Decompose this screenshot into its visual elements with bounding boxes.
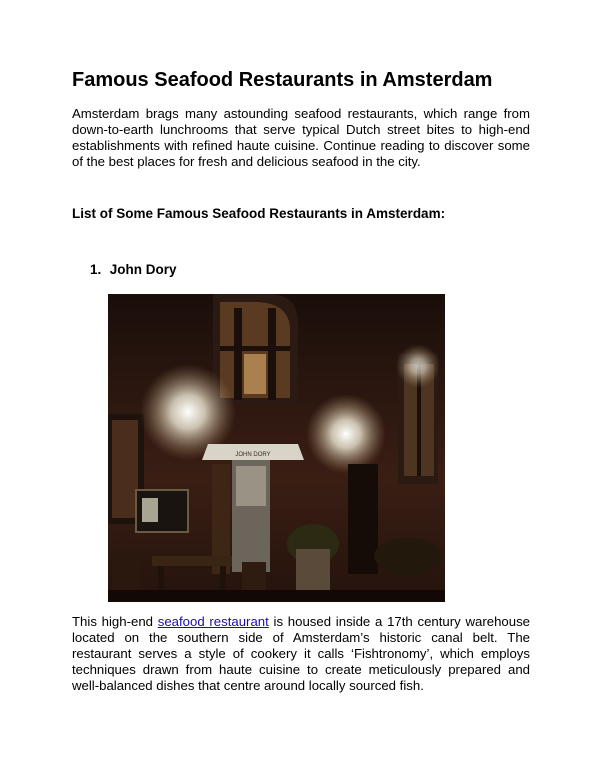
restaurant-photo-drawing	[108, 294, 445, 602]
restaurant-photo	[108, 294, 445, 602]
intro-paragraph: Amsterdam brags many astounding seafood restaurants, which range from down-to-earth lunchrooms that serve typical Dutch street bites to high-end establishments with refined haute cuisine. Continue reading to discover some of the best places for fresh and delicious seafood in the city.	[72, 106, 530, 169]
list-item-john-dory	[90, 262, 177, 278]
john-dory-description	[72, 614, 530, 694]
description-rest-text: is housed inside a 17th century warehouse located on the southern side of Amsterdam’s historic canal belt. The restaurant serves a style of cookery it calls ‘Fishtronomy’, which employs techniques drawn from haute cuisine to create meticulously prepared and well-balanced dishes that centre around locally sourced fish.	[72, 614, 530, 693]
seafood-restaurant-link[interactable]: seafood restaurant	[157, 614, 269, 629]
description-lead-text: This high-end	[72, 614, 158, 629]
list-item-number: 1.	[90, 262, 102, 277]
list-heading: List of Some Famous Seafood Restaurants in Amsterdam:	[72, 206, 446, 221]
list-item-title: John Dory	[109, 262, 177, 277]
restaurant-sign-text: JOHN DORY	[235, 452, 271, 458]
page-title: Famous Seafood Restaurants in Amsterdam	[72, 69, 493, 91]
